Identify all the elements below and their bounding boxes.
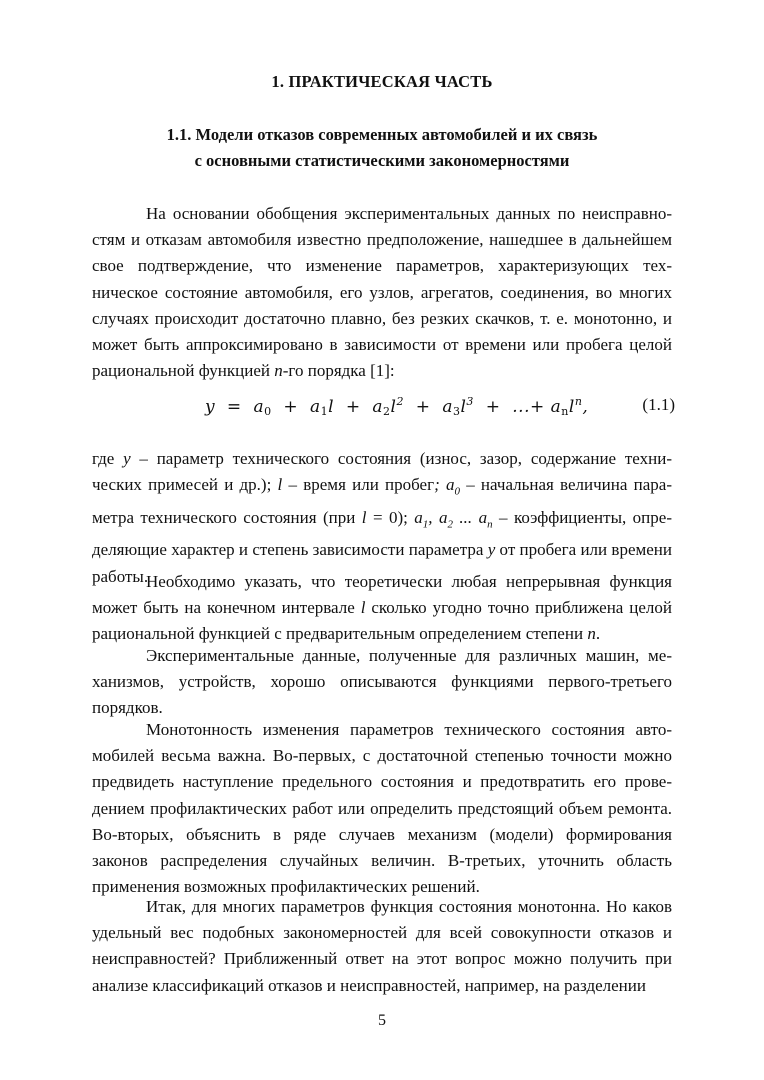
- chapter-title: 1. ПРАКТИЧЕСКАЯ ЧАСТЬ: [271, 72, 493, 91]
- page-number: 5: [378, 1012, 386, 1029]
- p3-text-2: сколько угодно точно приближена целой рациональной функцией с предварительным определением степени: [92, 598, 672, 644]
- variable-l-3: l: [360, 598, 366, 618]
- subscript-2: 2: [447, 518, 453, 531]
- p2-text-7: от пробега или времени работы.: [92, 540, 673, 586]
- variable-an: ... a: [452, 507, 488, 527]
- subscript-1: 1: [422, 518, 429, 531]
- paragraph-1-end: -го порядка [1]:: [282, 361, 395, 381]
- variable-n: n: [274, 361, 283, 381]
- variable-n-2: n: [587, 624, 596, 644]
- p2-text-2: – параметр технического состояния (износ, зазор, содержание технических примесей и др.);: [92, 449, 672, 495]
- p2-text-3: – время или пробег: [282, 475, 435, 495]
- variable-a1: a: [414, 507, 423, 527]
- section-title: [0, 122, 764, 174]
- formula-number: (1.1): [642, 395, 675, 414]
- subscript-0: 0: [454, 485, 460, 498]
- section-title-line-2: с основными статистическими закономерностями: [194, 151, 570, 170]
- p2-text-4: – начальная величина параметра технического состояния (при: [92, 475, 672, 527]
- variable-y: y: [123, 449, 131, 468]
- p3-text-3: .: [595, 624, 601, 644]
- p2-text-5: = 0);: [366, 507, 415, 527]
- section-title-line-1: 1.1. Модели отказов современных автомобилей и их связь: [166, 125, 598, 144]
- variable-l: l: [277, 475, 283, 495]
- paragraph-1: [92, 201, 672, 384]
- variable-l-2: l: [361, 507, 367, 527]
- paragraph-1-text: На основании обобщения экспериментальных данных по неисправностям и отказам автомобиля известно предположение, нашедшее в дальнейшем свое подтверждение, что изменение параметров, характеризующих техническое состояние автомобиля, его узлов, агрегатов, соединения, во многих случаях происходит достаточно плавно, без резких скачков, т. е. монотонно, и может быть аппроксимировано в зависимости от времени или пробега целой рациональной функцией: [92, 204, 672, 381]
- p2-text-6: – коэффициенты, определяющие характер и степень зависимости параметра: [92, 507, 672, 560]
- p3-text-1: Необходимо указать, что теоретически любая непрерывная функция может быть на конечном интервале: [92, 572, 672, 618]
- subscript-n: n: [487, 518, 493, 531]
- paragraph-5: Монотонность изменения параметров технического состояния автомобилей весьма важна. Во-первых, с достаточной степенью точности можно предвидеть наступление предельного состояния и предотвратить его проведением профилактических работ или определить предстоящий объем ремонта. Во-вторых, объяснить в ряде случаев механизм (модели) формирования законов распределения случайных величин. В-третьих, уточнить область применения возможных профилактических решений.: [92, 720, 672, 897]
- formula-expression: $y = a0 + a1l + a2l^2 + a3l^3$ + ...+ anl$^n$,: [205, 395, 589, 418]
- formula-1-1: [205, 395, 675, 425]
- p2-text-1: где: [92, 449, 124, 468]
- variable-a2: , a: [428, 507, 448, 527]
- variable-y-2: y: [487, 540, 496, 560]
- paragraph-3: [92, 569, 672, 648]
- paragraph-4: Экспериментальные данные, полученные для различных машин, механизмов, устройств, хорошо описываются функциями первого-третьего порядков.: [92, 646, 672, 718]
- variable-a0: ; a: [434, 475, 455, 495]
- paragraph-6: Итак, для многих параметров функция состояния монотонна. Но каков удельный вес подобных закономерностей для всей совокупности отказов и неисправностей? Приближенный ответ на этот вопрос можно получить при анализе классификаций отказов и неисправностей, например, на разделении: [92, 897, 672, 995]
